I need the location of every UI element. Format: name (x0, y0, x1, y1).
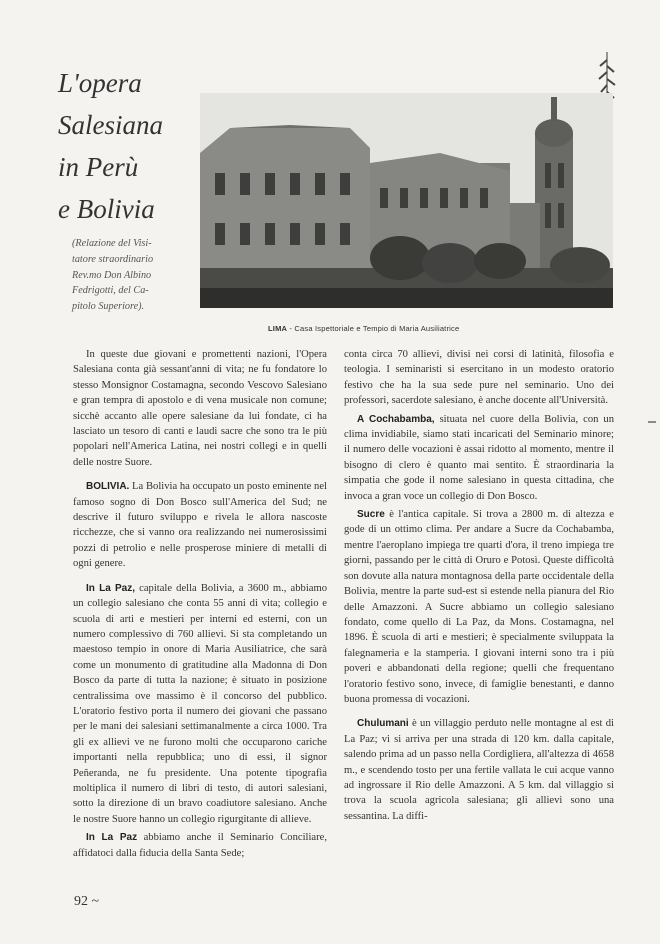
paragraph-text: conta circa 70 allievi, divisi nei corsi di latinità, filosofia e teologia. I seminaristi si esercitano in un modesto oratorio festivo che ha la sua sede pure nel seminario. Uno dei professori, sacerdote salesiano, è anche docente all'Università. (344, 349, 614, 407)
paragraph (344, 507, 614, 707)
paragraph (73, 347, 327, 470)
paragraph-text: abbiamo anche il Seminario Conciliare, affidatoci dalla fiducia della Santa Sede; (73, 832, 327, 859)
subtitle-line: tatore straordinario (72, 253, 154, 265)
article-subtitle (72, 236, 190, 315)
caption-place: LIMA (268, 324, 288, 333)
paragraph-text: situata nel cuore della Bolivia, con un clima invidiabile, siamo stati incaricati del Seminario minore; il numero delle vocazioni è assai ridotto al momento, mentre il bisogno di clero è quanto mai sentito. È straordinaria la simpatia che gode il nome salesiano in questa cittadina, che invoca a gran voce un collegio di Don Bosco. (344, 413, 615, 502)
paragraph-keyword: Chulumani (357, 718, 409, 730)
subtitle-line: pitolo Superiore). (72, 301, 145, 313)
caption-text: - Casa Ispettoriale e Tempio di Maria Ausiliatrice (287, 324, 460, 333)
title-line: in Perù (58, 152, 139, 182)
paragraph (73, 479, 327, 571)
paragraph-text: La Bolivia ha occupato un posto eminente nel famoso sogno di Don Bosco sull'America del Sud; ne descrive il futuro sviluppo e rivela le allora nascoste ricchezze, che si vanno ora realizzando nei numerosissimi pozzi di petrolio e nelle prosperose miniere di metalli di ogni genere. (73, 481, 327, 570)
paragraph (344, 347, 614, 409)
title-line: Salesiana (58, 110, 163, 140)
paragraph (73, 581, 327, 828)
text-column-right (344, 347, 614, 833)
margin-mark-icon (648, 418, 656, 426)
paragraph (344, 716, 614, 824)
subtitle-line: Fedrigotti, del Ca- (72, 285, 149, 297)
photo-caption (268, 324, 459, 333)
article-title (58, 62, 193, 230)
title-line: e Bolivia (58, 194, 155, 224)
paragraph-keyword: In La Paz, (86, 582, 136, 594)
paragraph-keyword: Sucre (357, 509, 385, 521)
paragraph-text: In queste due giovani e promettenti nazioni, l'Opera Salesiana conta già sessant'anni di vita; ne fu fondatore lo stesso Monsignor Costamagna, secondo Vescovo Salesiano e gran tempra di apostolo e di vena musicale non comune; sicchè accanto alle opere salesiane da lui fondate, ci ha lasciato un tesoro di canti e laudi sacre che sono tra le più popolari nell'America Latina, nei nostri collegi e in quelli delle nostre Suore. (73, 349, 327, 468)
building-photo (200, 93, 613, 308)
page-number: 92 ~ (74, 894, 100, 909)
paragraph-keyword: In La Paz (86, 832, 138, 844)
text-column-left (73, 347, 327, 870)
paragraph-text: è l'antica capitale. Si trova a 2800 m. di altezza e gode di un ottimo clima. Per andare a Sucre da Cochabamba, mentre l'aeroplano impiega tre quarti d'ora, il treno impiega tre giorni, passando per le città di Oruro e Potosì. Queste difficoltà son dovute alla natura montagnosa della parte occidentale della Bolivia, mentre la parte sud-est si estende nella pianura del Rio delle Amazzoni. A Sucre abbiamo un collegio salesiano fondato, come quello di La Paz, da Mons. Costamagna, nel 1896. È scuola di arti e mestieri; è specialmente sviluppata la falegnameria e la stamperia. I giovani interni sono tra i più poveri e abbandonati della regione; quelli che frequentano l'oratorio festivo sono, invece, di famiglie benestanti, e danno buona promessa di vocazioni. (344, 509, 614, 705)
paragraph-keyword: BOLIVIA. (86, 481, 130, 493)
title-line: L'opera (58, 68, 142, 98)
paragraph-keyword: A Cochabamba, (357, 413, 435, 425)
subtitle-line: Rev.mo Don Albino (72, 269, 152, 281)
paragraph-text: capitale della Bolivia, a 3600 m., abbiamo un collegio salesiano che conta 55 anni di vita; collegio e scuola di arti e mestieri per interni ed esterni, con un numero complessivo di 760 allievi. Si sta completando un maestoso tempio in onore di Maria Ausiliatrice, che sarà come un monumento di gratitudine alla Madonna di Don Bosco da parte di tutta la nazione; è situato in posizione centralissima ove massimo è il concorso del pubblico. L'oratorio festivo porta il numero dei giovani che passano per le mani dei salesiani settimanalmente a circa 1000. Tra gli ex allievi ve ne furono molti che occuparono cariche importanti nella repubblica; uno di essi, il signor Peñeranda, ne fu presidente. Una potente tipografia moltiplica il numero di libri di testo, di autori salesiani, sotto la direzione di un bravo coadiutore salesiano. Anche le nostre Suore hanno un collegio rigurgitante di allieve. (73, 582, 327, 825)
building-illustration (200, 93, 613, 308)
paragraph (344, 412, 614, 504)
paragraph-text: è un villaggio perduto nelle montagne al est di La Paz; vi si arriva per una strada di 120 km. dalla capitale, salendo prima ad un passo nella Cordigliera, all'altezza di 4658 m., e scendendo tosto per una fertile vallata le cui acque vanno ad ingrossare il Rio delle Amazzoni. A 5 km. dal villaggio si trova la scuola agricola salesiana; gli allievi sono una sessantina. La diffi- (344, 718, 614, 822)
paragraph (73, 830, 327, 861)
subtitle-line: (Relazione del Visi- (72, 238, 152, 249)
